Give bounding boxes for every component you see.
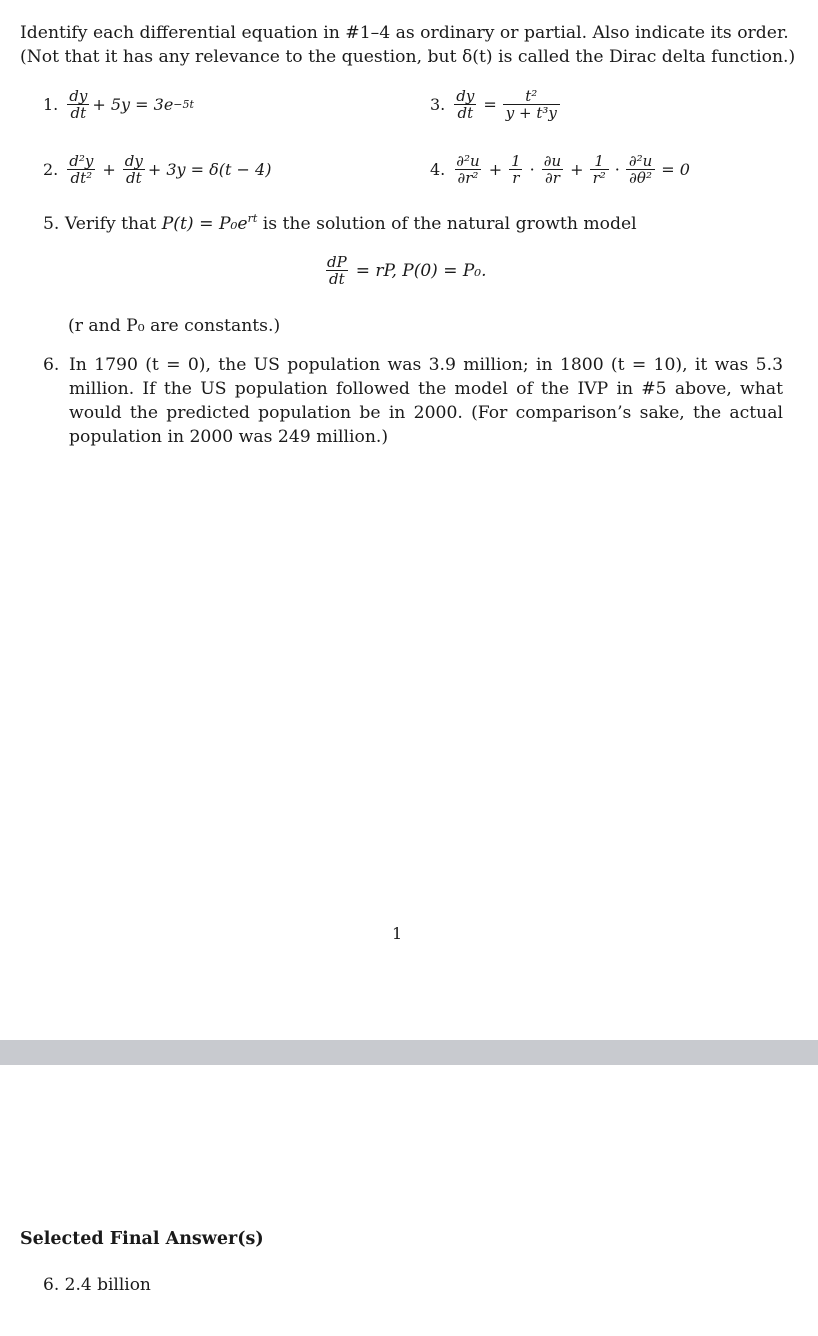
equation-4 [430,153,690,186]
page-number: 1 [392,924,403,943]
equation-4-fraction-e [626,153,655,186]
equation-1: 1. $\frac{dy}{dt}$ + 5y = 3e −5t [43,87,194,122]
fraction-denominator: dt [454,104,476,121]
fraction-denominator: dt [123,169,145,186]
fraction-numerator: 1 [511,152,521,170]
fraction-denominator: dt [67,104,89,121]
equation-2-fraction-1 [66,153,96,186]
equation-4-fraction-b [508,153,524,186]
problem-5-text-b: is the solution of the natural growth model [257,214,637,234]
equation-1-label: 1. [43,95,59,114]
instruction-line-1: Identify each differential equation in #1–4 as ordinary or partial. Also indicate its order. [20,23,789,43]
problem-6 [43,353,783,449]
equation-1-fraction [66,88,90,121]
equation-4-fraction-c [541,153,564,186]
problem-5-text-a: Verify that [64,214,162,234]
fraction-numerator: ∂²u [628,152,653,170]
fraction-numerator: ∂u [543,152,562,170]
instructions [20,21,800,69]
problem-6-text: In 1790 (t = 0), the US population was 3.9 million; in 1800 (t = 10), it was 5.3 million. If the US population followed the model of the IVP in #5 above, what would the predicted population be in 2000. (For comparison’s sake, the actual population in 2000 was 249 million.) [69,355,783,447]
fraction-denominator: dt [326,270,348,287]
dot-operator: · [529,160,535,179]
fraction-numerator: dy [124,152,143,170]
growth-model-rest: = rP, P(0) = P₀. [355,260,487,281]
equals-sign: = [483,95,497,114]
equation-2 [43,153,271,186]
equation-3-lhs-fraction [453,88,477,121]
selected-answers-title: Selected Final Answer(s) [20,1229,264,1249]
fraction-numerator: t² [525,87,538,105]
fraction-denominator: y + t³y [503,104,560,121]
growth-model-equation [322,254,487,287]
plus-sign: + [488,160,503,179]
fraction-denominator: dt² [67,169,95,186]
plus-sign: + [102,160,116,179]
fraction-numerator: dP [327,253,347,271]
plus-sign: + [570,160,584,179]
fraction-denominator: ∂θ² [626,169,655,186]
problem-6-label: 6. [43,355,60,375]
equation-4-fraction-d [590,153,609,186]
instruction-line-2: (Not that it has any relevance to the question, but δ(t) is called the Dirac delta function.) [20,47,796,67]
equation-3-label: 3. [430,95,446,114]
equation-3 [430,88,562,121]
answer-item: 6. 2.4 billion [43,1275,151,1295]
problem-5 [43,212,637,236]
problem-5-exponent: rt [247,212,258,225]
fraction-numerator: 1 [594,152,604,170]
equation-2-fraction-2 [122,153,146,186]
growth-model-fraction [324,254,350,287]
equation-4-fraction-a [453,153,482,186]
equation-3-rhs-fraction [503,88,560,121]
fraction-numerator: ∂²u [456,152,480,170]
equation-1-rest: + 5y = 3e [92,95,174,114]
constants-note: (r and P₀ are constants.) [68,316,281,336]
fraction-denominator: ∂r² [455,169,482,186]
fraction-numerator: dy [69,87,88,105]
fraction-denominator: r [509,169,522,186]
fraction-denominator: ∂r [542,169,563,186]
equation-4-rest: = 0 [661,160,690,179]
problem-5-label: 5. [43,214,60,234]
problem-5-math: P(t) = P₀e [161,214,248,234]
fraction-denominator: r² [590,169,609,186]
equation-2-label: 2. [43,160,59,179]
dot-operator: · [614,160,620,179]
fraction-numerator: d²y [69,152,94,170]
equation-4-label: 4. [430,160,446,179]
equation-2-rest: + 3y = δ(t − 4) [147,160,272,179]
page-divider [0,1040,818,1065]
fraction-numerator: dy [456,87,475,105]
